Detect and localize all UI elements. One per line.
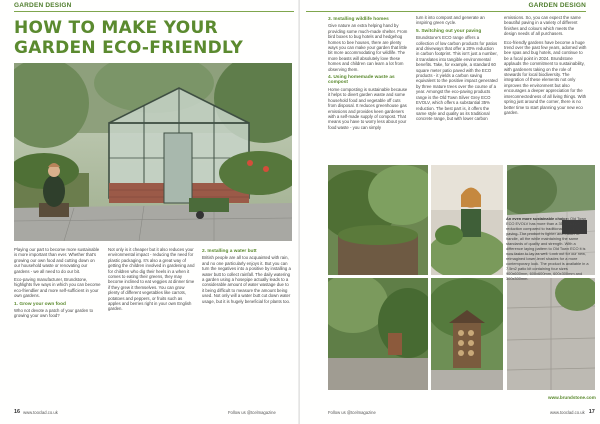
section-label: GARDEN DESIGN <box>14 2 72 9</box>
intro-paragraph-2: Eco-paving manufacturer, Brundstone, highlights five ways in which you can become eco-friendlier and more self-sufficient in your own gardens. <box>14 277 101 299</box>
caption-text: Old Town ECO EVOLV has more than a 35% carbon reduction compared to traditional Old Town paving. The product is lighter and easier to handle, all the while maintaining the same standards of quality and strength. With a difference laying pattern to Old Town ECO it is now faster to lay as well. Look out for our new, reimagined lower-level shades for a more contemporary look. The product is available in a 7.5m2 patio kit containing four sizes 900x600mm, 600x600mm, 600x300mm and 300x300mm. <box>506 216 589 281</box>
page-number: 16 <box>14 409 21 415</box>
planter-image <box>328 165 428 275</box>
subheading-wildlife: 3. Installing wildlife homes <box>328 17 389 22</box>
subheading-grow-food: 1. Grow your own food <box>14 301 66 307</box>
closing-paragraph: Eco-friendly gardens have become a huge trend over the past few years, adorned with bee spas and bug hotels, and continue to be a focal point in 2024. Brundstone applauds the commitment to sustainability, with gardeners taking on the role of stewards for local biodiversity. The integration of these elements not only improves the environment but also encourages a deeper appreciation for the interconnectedness of all living things. With spring just around the corner, there is no better time to start planning your new eco garden. <box>504 39 587 115</box>
section-header-left <box>14 0 294 12</box>
page-number: 17 <box>588 409 595 415</box>
footer-social[interactable]: Follow us @tcelmagazine <box>328 409 376 415</box>
footer-website[interactable]: www.tooclad.co.uk <box>550 409 585 415</box>
subheading-compost: 4. Using homemade waste as compost <box>328 75 395 86</box>
wildlife-paragraph: Give nature an extra helping hand by providing some much-made shelter. From bird boxes to bug hotels and hedgehog homes to bee houses, there are plenty ways you can make your garden that little bit more accommodating for wildlife. The more beasts will absolutely love these homes and children can learn a lot from observing them. <box>328 23 408 72</box>
right-column-1 <box>328 15 410 133</box>
footer-social-right <box>328 407 376 417</box>
footer-website[interactable]: www.tooclad.co.uk <box>23 409 58 415</box>
section-label: GARDEN DESIGN <box>528 2 586 9</box>
woman-image <box>431 165 503 275</box>
photo-woman-watering <box>431 165 503 275</box>
intro-paragraph: Playing our part to become more sustainable is more important than ever. Whether that's growing our own food and cutting down on our household waste or renovating our gardens - we all need to do our bit. <box>14 247 100 274</box>
garden-border-image <box>328 278 428 390</box>
subheading-paving: 5. Switching out your paving <box>416 28 482 34</box>
left-column-3 <box>202 247 292 307</box>
paving-paragraph-2: emissions. So, you can expect the same beautiful paving in a variety of different finishes and colours which meets the design needs of all purchasers. <box>504 15 581 37</box>
compost-paragraph-2: turn it into compost and generate an inspiring green cycle. <box>416 15 485 26</box>
right-column-2 <box>416 15 498 125</box>
photo-slab-detail <box>507 278 595 390</box>
grow-food-paragraph: Who not devote a patch of your garden to growing your own food? <box>14 308 94 319</box>
grow-food-paragraph-2: Not only is it cheaper but it also reduces your environmental impact - reducing the need for plastic packaging. It's also a great way of getting the children involved in gardening and for children who dig their heels in a when it comes to eating their greens, they may become inclined to eat veggies at dinner time if they grew it themselves. You can grow plenty of different vegetables like carrots, potatoes and peppers, or fruits such as apples and berries right in your own English garden. <box>108 247 195 312</box>
left-column-1 <box>14 247 102 322</box>
paving-paragraph: Brundstone's ECO range offers a collection of low carbon products for patios and driveways that offer a 20% reduction in carbon footprint. This isn't just a number, it translates into tangible environmental benefits. Take, for example, a standard 60 square meter patio paved with the ECO products - it yields a carbon saving equivalent to the positive impact generated by three mature trees over the course of a year. Amongst the eco-paving products range is the Old Town Silver Grey ECO EVOLV, which offers a substantial 35% reduction. The best part is, it offers the same style and quality as its traditional concrete range, but with lower carbon <box>416 35 498 122</box>
brand-website[interactable]: www.brundstone.com <box>548 395 596 400</box>
photo-caption <box>506 216 590 281</box>
subheading-water-butt: 2. Installing a water butt <box>202 249 257 254</box>
greenhouse-image <box>14 63 292 241</box>
left-column-2 <box>108 247 196 315</box>
headline-line-2: GARDEN ECO-FRIENDLY <box>14 38 244 58</box>
caption-title: An even more sustainable choice: <box>506 216 569 221</box>
greenhouse-photo <box>14 63 292 241</box>
slab-image <box>507 278 595 390</box>
section-header-right <box>306 0 586 12</box>
headline <box>14 18 314 58</box>
footer-right <box>550 407 598 417</box>
right-column-3 <box>504 15 588 118</box>
photo-garden-border <box>328 278 428 390</box>
footer-left <box>14 407 58 417</box>
right-page <box>300 0 600 424</box>
photo-planter-box <box>328 165 428 275</box>
headline-line-1: HOW TO MAKE YOUR <box>14 18 218 38</box>
footer-social-left <box>228 407 276 417</box>
footer-social[interactable]: Follow us @tcelmagazine <box>228 409 276 415</box>
bug-hotel-image <box>431 278 503 390</box>
compost-paragraph: Home composting is sustainable because it helps to divert garden waste and some household food and vegetable off cuts from disposal. It reduces greenhouse gas emissions and provides keen gardeners with a self-made supply of compost. That means you have to worry less about your food waste - you can simply <box>328 86 408 130</box>
photo-bug-hotel <box>431 278 503 390</box>
water-butt-paragraph: British people are all too acquainted with rain, and no one particularly enjoys it. But you can turn the negatives into a positive by installing a water butt to collect rainfall. The daily watering a garden using a hosepipe actually leads to a considerable amount of water wastage due to it being difficult to measure the amount being used. Not only will a water butt cut down water usage, but it is hugely beneficial for plants too. <box>202 255 291 304</box>
